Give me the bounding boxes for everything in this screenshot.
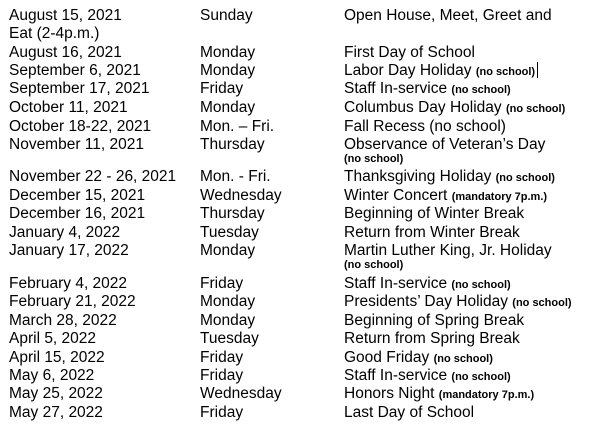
- event-date: March 28, 2022: [9, 312, 117, 329]
- event-day: Tuesday: [200, 330, 259, 347]
- event-date: May 6, 2022: [9, 367, 95, 384]
- event-day: Friday: [200, 367, 244, 384]
- event-note: (no school): [451, 84, 511, 96]
- event-day: Thursday: [200, 205, 265, 222]
- event-title: Winter Concert: [344, 187, 448, 204]
- event-description: Observance of Veteran’s Day: [344, 136, 546, 153]
- event-note: (mandatory 7p.m.): [438, 389, 535, 401]
- event-day: Friday: [200, 275, 244, 292]
- event-day: Monday: [200, 242, 256, 259]
- event-date: October 18-22, 2021: [9, 118, 152, 135]
- event-note: (no school): [505, 103, 566, 115]
- event-date: April 5, 2022: [9, 330, 97, 347]
- event-day: Monday: [200, 99, 256, 116]
- event-date: August 16, 2021: [9, 44, 122, 61]
- event-description: [344, 293, 572, 312]
- event-day: Friday: [200, 349, 244, 366]
- event-date: November 11, 2021: [9, 136, 144, 153]
- event-note: (no school): [451, 279, 511, 291]
- event-day: Wednesday: [200, 187, 282, 204]
- event-description: [344, 80, 511, 99]
- event-description: [344, 385, 534, 404]
- event-note: (no school): [495, 172, 555, 184]
- event-day: Thursday: [200, 136, 265, 153]
- event-description: Martin Luther King, Jr. Holiday: [344, 242, 552, 259]
- event-date: November 22 - 26, 2021: [9, 168, 177, 185]
- event-date: January 17, 2022: [9, 242, 129, 259]
- event-title: Presidents’ Day Holiday: [344, 293, 508, 310]
- event-date: October 11, 2021: [9, 99, 128, 116]
- event-title: Staff In-service: [344, 80, 448, 97]
- event-title: Staff In-service: [344, 367, 448, 384]
- event-description: [344, 275, 511, 294]
- event-date: April 15, 2022: [9, 349, 105, 366]
- event-day: Wednesday: [200, 385, 282, 402]
- event-note: (no school): [451, 371, 511, 383]
- event-date: May 27, 2022: [9, 404, 103, 421]
- event-title: Staff In-service: [344, 275, 448, 292]
- event-description: [344, 62, 538, 81]
- event-description: [344, 367, 511, 386]
- event-day: Monday: [200, 62, 256, 79]
- event-description: [344, 187, 547, 206]
- event-date: September 17, 2021: [9, 80, 150, 97]
- event-day: Mon. - Fri.: [200, 168, 271, 185]
- event-date: February 4, 2022: [9, 275, 128, 292]
- event-date: September 6, 2021: [9, 62, 141, 79]
- event-title: Thanksgiving Holiday: [344, 168, 492, 185]
- event-description: Beginning of Spring Break: [344, 312, 525, 329]
- event-description: [344, 349, 493, 368]
- event-note: (no school): [344, 153, 404, 165]
- event-note: (no school): [344, 259, 404, 271]
- event-title: Honors Night: [344, 385, 435, 402]
- text-cursor: [537, 62, 538, 78]
- event-description: First Day of School: [344, 44, 475, 61]
- event-description: [344, 99, 565, 118]
- event-note: (no school): [433, 353, 493, 365]
- event-day: Monday: [200, 312, 256, 329]
- event-note: (mandatory 7p.m.): [451, 191, 548, 203]
- event-date: May 25, 2022: [9, 385, 103, 402]
- event-description: Last Day of School: [344, 404, 475, 421]
- event-note: (no school): [475, 66, 536, 78]
- event-day: Friday: [200, 404, 244, 421]
- event-day: Sunday: [200, 7, 253, 24]
- event-date: February 21, 2022: [9, 293, 136, 310]
- event-day: Mon. – Fri.: [200, 118, 275, 135]
- event-date: December 15, 2021: [9, 187, 146, 204]
- event-title: Columbus Day Holiday: [344, 99, 502, 116]
- event-title: Good Friday: [344, 349, 430, 366]
- event-day: Monday: [200, 44, 256, 61]
- event-note: (no school): [512, 297, 572, 309]
- event-title: Labor Day Holiday: [344, 62, 472, 79]
- event-day: Friday: [200, 80, 244, 97]
- event-date: January 4, 2022: [9, 224, 121, 241]
- event-description: Beginning of Winter Break: [344, 205, 525, 222]
- event-description: [344, 168, 555, 187]
- event-description: Return from Spring Break: [344, 330, 520, 347]
- event-description: Return from Winter Break: [344, 224, 520, 241]
- event-date: August 15, 2021: [9, 7, 122, 24]
- event-description: Fall Recess (no school): [344, 118, 506, 135]
- event-description: Open House, Meet, Greet and: [344, 7, 552, 24]
- event-day: Monday: [200, 293, 256, 310]
- event-description-continued: Eat (2-4p.m.): [9, 25, 100, 42]
- event-day: Tuesday: [200, 224, 259, 241]
- event-date: December 16, 2021: [9, 205, 146, 222]
